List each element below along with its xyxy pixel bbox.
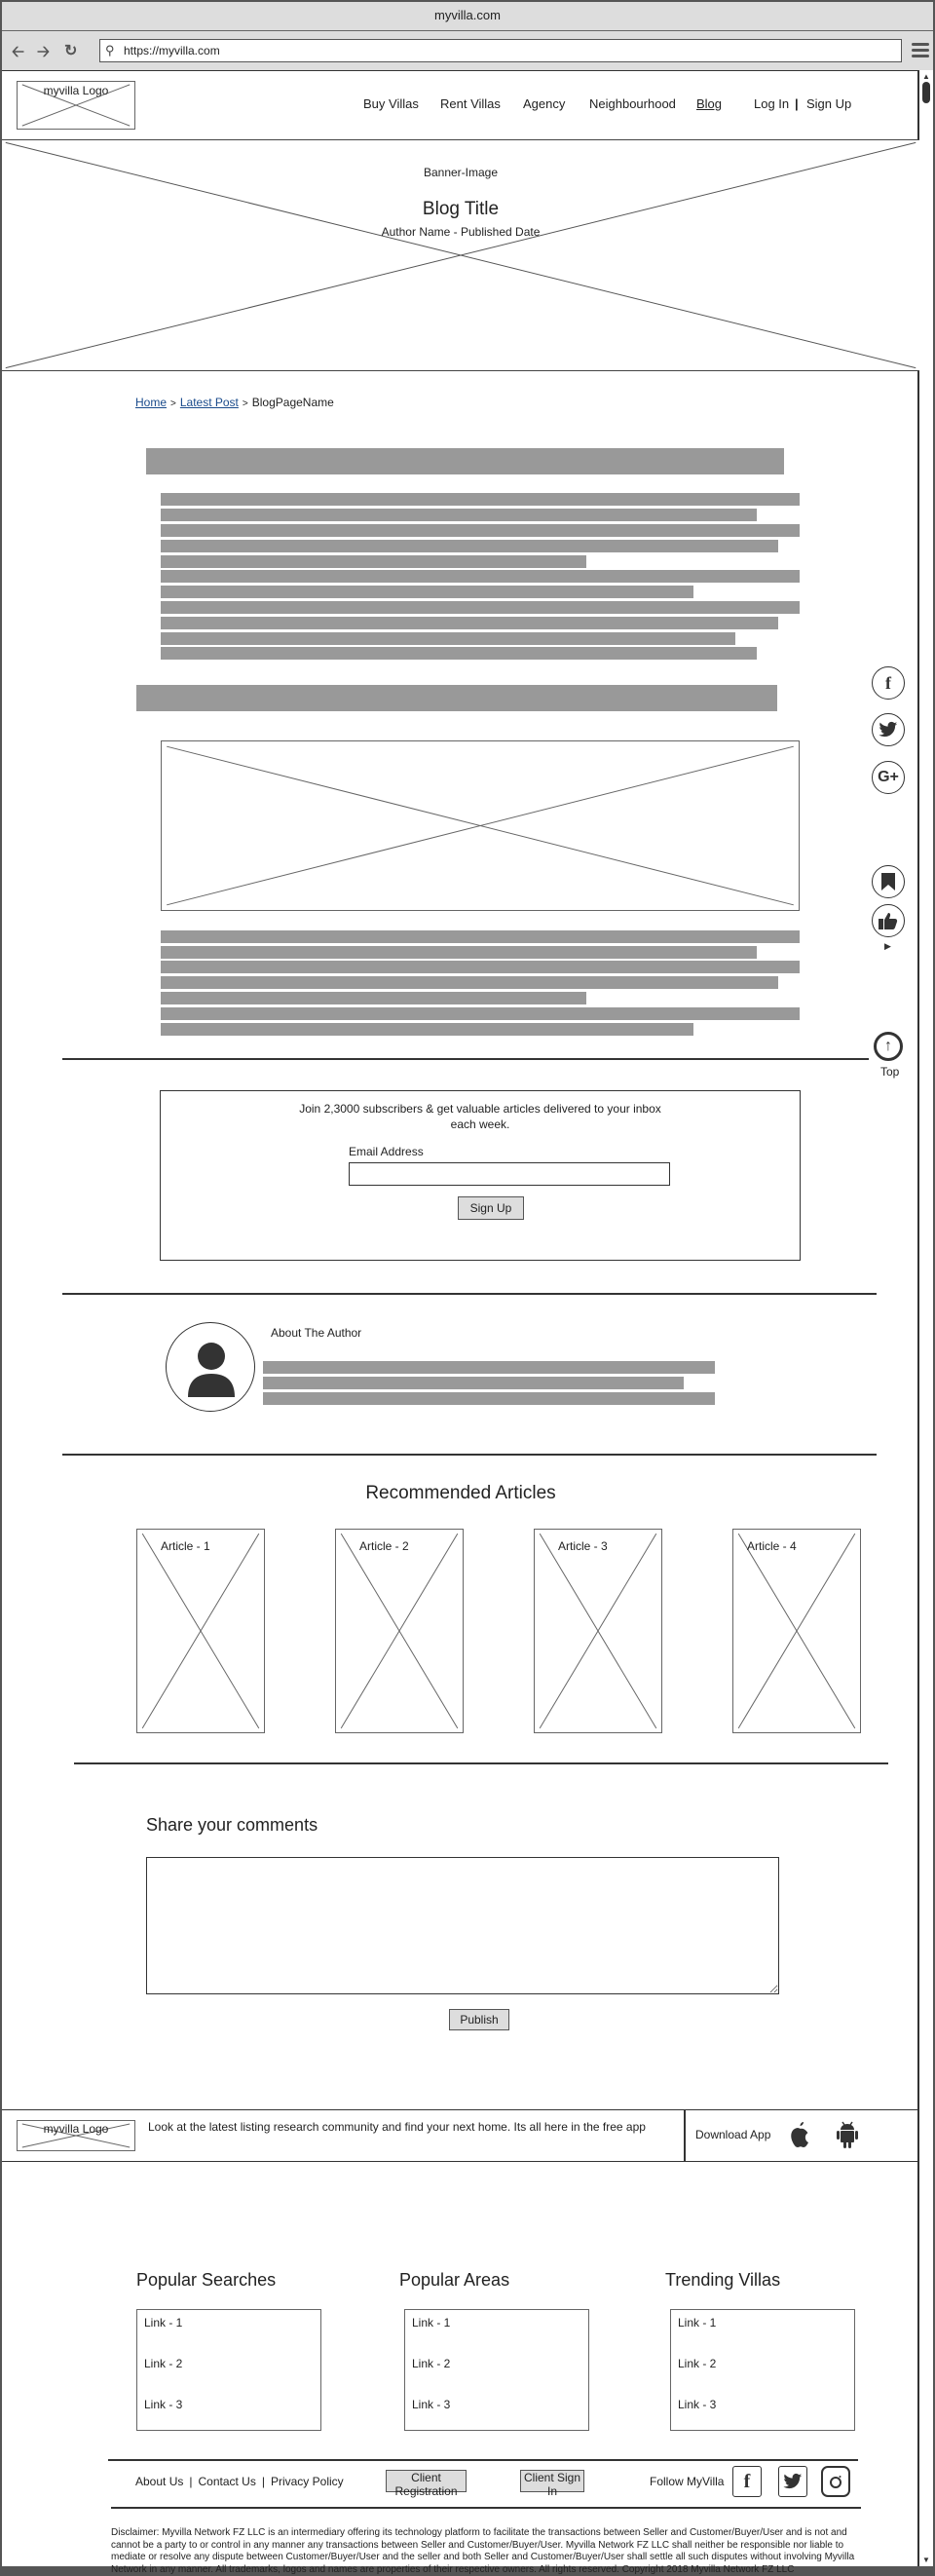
footer-link[interactable]: Link - 2 <box>144 2357 183 2370</box>
google-plus-icon[interactable]: G+ <box>872 761 905 794</box>
text-line <box>161 524 800 537</box>
footer-facebook-icon[interactable]: f <box>732 2466 762 2497</box>
footer-logo-label: myvilla Logo <box>43 2122 109 2136</box>
scroll-down-icon[interactable]: ▼ <box>922 2556 930 2564</box>
article-heading-placeholder <box>146 448 784 474</box>
divider <box>108 2459 858 2461</box>
banner-image <box>2 139 919 371</box>
scroll-up-icon[interactable]: ▲ <box>922 72 930 81</box>
email-label: Email Address <box>349 1145 424 1158</box>
email-input[interactable] <box>349 1162 670 1186</box>
text-line <box>161 961 800 973</box>
browser-toolbar <box>2 31 933 70</box>
text-line <box>161 647 757 660</box>
article-card-2[interactable] <box>335 1529 464 1733</box>
vertical-scrollbar[interactable] <box>919 70 933 2566</box>
hamburger-menu-icon[interactable] <box>912 43 929 60</box>
chevron-right-icon: > <box>242 398 248 409</box>
page-viewport <box>2 70 919 2575</box>
newsletter-message: Join 2,3000 subscribers & get valuable articles delivered to your inbox each week. <box>299 1102 661 1131</box>
back-to-top-label[interactable]: Top <box>880 1065 900 1079</box>
footer-divider <box>684 2110 686 2161</box>
footer-link[interactable]: Link - 1 <box>144 2316 183 2330</box>
divider <box>62 1058 869 1060</box>
nav-buy-villas[interactable]: Buy Villas <box>363 96 419 111</box>
text-line <box>161 930 800 943</box>
url-text: https://myvilla.com <box>124 44 220 57</box>
footer-link[interactable]: Link - 2 <box>678 2357 717 2370</box>
back-to-top-icon[interactable]: ↑ <box>874 1032 903 1061</box>
privacy-policy-link[interactable]: Privacy Policy <box>270 2475 344 2488</box>
site-logo[interactable] <box>17 81 135 130</box>
android-icon[interactable] <box>836 2120 859 2154</box>
signup-link[interactable]: Sign Up <box>806 96 852 111</box>
divider <box>111 2507 861 2509</box>
recommended-title: Recommended Articles <box>365 1483 556 1503</box>
more-arrow-icon[interactable]: ▶ <box>884 941 891 951</box>
comments-title: Share your comments <box>146 1815 318 1835</box>
footer-link[interactable]: Link - 3 <box>412 2398 451 2411</box>
about-us-link[interactable]: About Us <box>135 2475 184 2488</box>
breadcrumb-home[interactable]: Home <box>135 396 168 409</box>
author-byline: Author Name - Published Date <box>381 225 541 239</box>
text-line <box>161 570 800 583</box>
scrollbar-thumb[interactable] <box>922 82 930 103</box>
forward-icon[interactable]: 🡢 <box>37 44 50 60</box>
nav-blog[interactable]: Blog <box>696 96 723 111</box>
article-card-label: Article - 3 <box>558 1539 608 1553</box>
login-link[interactable]: Log In <box>754 96 790 111</box>
breadcrumb-current: BlogPageName <box>251 396 334 409</box>
article-card-1[interactable] <box>136 1529 265 1733</box>
client-signin-button[interactable]: Client Sign In <box>520 2470 584 2492</box>
text-line <box>161 976 778 989</box>
author-bio-line <box>263 1392 715 1405</box>
author-avatar <box>166 1322 255 1412</box>
article-image <box>161 740 800 911</box>
download-app-label: Download App <box>695 2128 771 2141</box>
divider <box>62 1293 877 1295</box>
divider <box>62 1454 877 1456</box>
text-line <box>161 992 586 1004</box>
article-subheading-placeholder <box>136 685 777 711</box>
trending-villas-title: Trending Villas <box>665 2270 781 2290</box>
text-line <box>161 946 757 959</box>
author-bio-line <box>263 1377 684 1389</box>
bookmark-icon[interactable] <box>872 865 905 898</box>
text-line <box>161 632 735 645</box>
contact-us-link[interactable]: Contact Us <box>198 2475 256 2488</box>
footer-link[interactable]: Link - 3 <box>144 2398 183 2411</box>
footer-tagline: Look at the latest listing research community and find your next home. Its all here in the free app <box>148 2120 646 2134</box>
popular-areas-links <box>404 2309 589 2431</box>
nav-rent-villas[interactable]: Rent Villas <box>440 96 501 111</box>
newsletter-box <box>160 1090 801 1261</box>
footer-link[interactable]: Link - 3 <box>678 2398 717 2411</box>
article-card-label: Article - 1 <box>161 1539 210 1553</box>
trending-villas-links <box>670 2309 855 2431</box>
article-card-4[interactable] <box>732 1529 861 1733</box>
blog-title: Blog Title <box>422 199 500 219</box>
search-icon: ⚲ <box>105 43 115 57</box>
publish-button[interactable]: Publish <box>449 2009 509 2030</box>
nav-separator: | <box>795 96 799 111</box>
comment-textarea[interactable] <box>146 1857 779 1994</box>
footer-link[interactable]: Link - 1 <box>412 2316 451 2330</box>
text-line <box>161 493 800 506</box>
text-line <box>161 540 778 552</box>
apple-icon[interactable] <box>789 2120 812 2154</box>
text-line <box>161 1023 693 1036</box>
article-card-label: Article - 4 <box>747 1539 797 1553</box>
breadcrumb <box>135 396 334 409</box>
back-icon[interactable]: 🡠 <box>12 44 24 60</box>
article-card-3[interactable] <box>534 1529 662 1733</box>
text-line <box>161 617 778 629</box>
popular-areas-title: Popular Areas <box>399 2270 510 2290</box>
breadcrumb-latest-post[interactable]: Latest Post <box>179 396 239 409</box>
chevron-right-icon: > <box>170 398 176 409</box>
text-line <box>161 509 757 521</box>
window-title: myvilla.com <box>2 2 933 31</box>
footer-app-strip <box>2 2109 919 2162</box>
nav-agency[interactable]: Agency <box>523 96 566 111</box>
nav-neighbourhood[interactable]: Neighbourhood <box>589 96 676 111</box>
footer-link[interactable]: Link - 1 <box>678 2316 717 2330</box>
popular-searches-title: Popular Searches <box>136 2270 277 2290</box>
twitter-icon[interactable] <box>872 713 905 746</box>
footer-bottom-links <box>135 2475 344 2488</box>
footer-twitter-icon[interactable] <box>778 2466 807 2497</box>
facebook-icon[interactable]: f <box>872 666 905 700</box>
text-line <box>161 586 693 598</box>
footer-instagram-icon[interactable] <box>821 2466 850 2497</box>
footer-link[interactable]: Link - 2 <box>412 2357 451 2370</box>
text-line <box>161 601 800 614</box>
link-separator: | <box>261 2475 265 2488</box>
about-author-title: About The Author <box>271 1326 362 1340</box>
address-bar[interactable] <box>99 39 902 62</box>
thumbs-up-icon[interactable] <box>872 904 905 937</box>
banner-image-label: Banner-Image <box>423 166 499 179</box>
author-bio-line <box>263 1361 715 1374</box>
article-card-label: Article - 2 <box>359 1539 409 1553</box>
reload-icon[interactable]: ↻ <box>64 43 78 59</box>
footer-logo[interactable] <box>17 2120 135 2151</box>
follow-label: Follow MyVilla <box>650 2475 725 2488</box>
divider <box>74 1762 888 1764</box>
text-line <box>161 555 586 568</box>
popular-searches-links <box>136 2309 321 2431</box>
client-registration-button[interactable]: Client Registration <box>386 2470 467 2492</box>
logo-label: myvilla Logo <box>43 84 109 97</box>
link-separator: | <box>189 2475 193 2488</box>
disclaimer-text: Disclaimer: Myvilla Network FZ LLC is an intermediary offering its technology platform to facilitate the transactions between Seller and Customer/Buyer/User and is not and cannot be a party to or control in any manner any transactions between Seller and Customer/Buyer/User. Myvilla Network FZ LLC shall neither be responsible nor liable to mediate or resolve any dispute between Customer/Buyer/User and the seller and both Seller and Customer/Buyer/User shall settle all such disputes without involving Myvilla Network in any manner. All trademarks, logos and names are properties of their respective owners. All rights reserved. Copyright 2018 Myvilla Network FZ LLC <box>111 2527 855 2575</box>
text-line <box>161 1007 800 1020</box>
signup-button[interactable]: Sign Up <box>458 1196 524 1220</box>
